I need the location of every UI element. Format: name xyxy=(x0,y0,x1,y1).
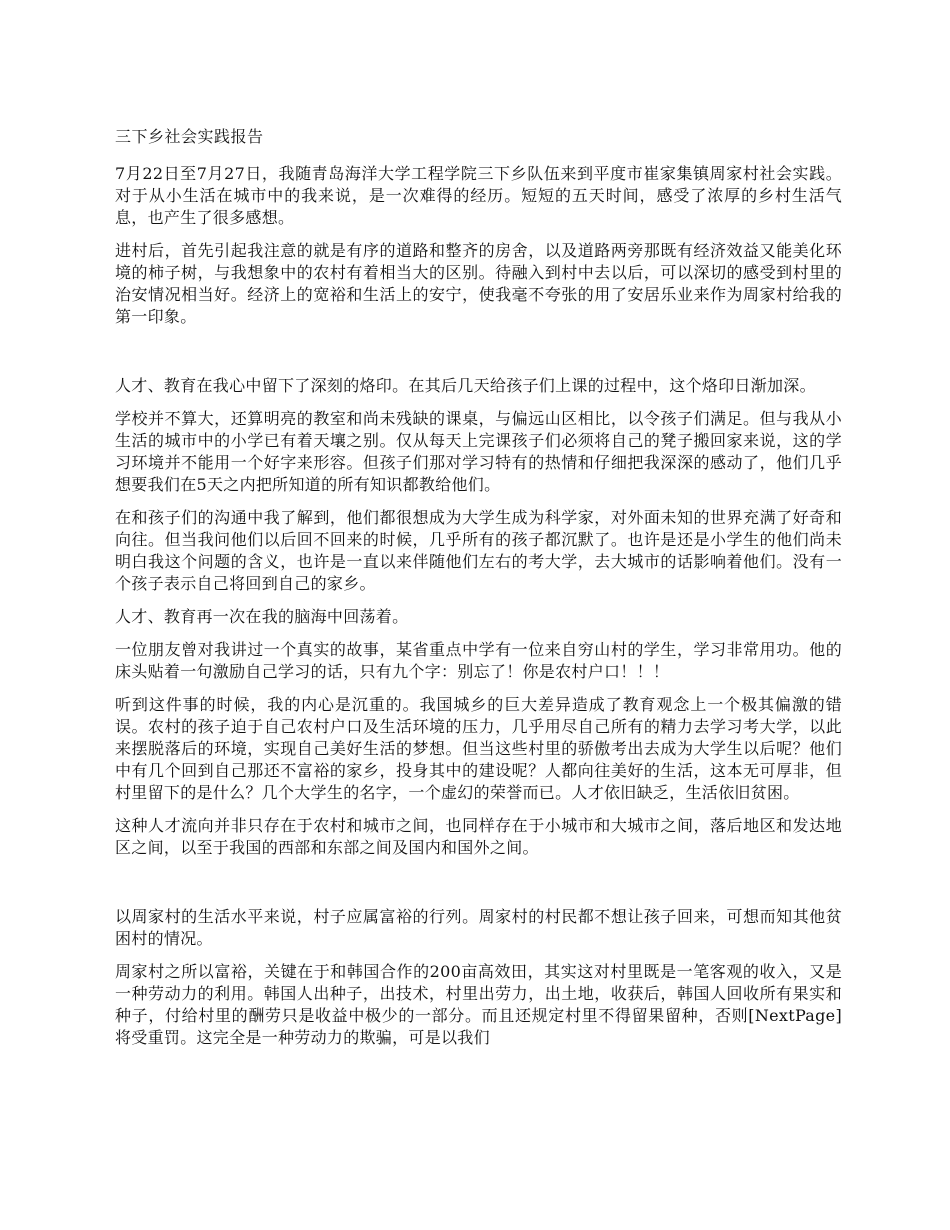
paragraph-11: 周家村之所以富裕，关键在于和韩国合作的200亩高效田，其实这对村里既是一笔客观的收入，又是一种劳动力的利用。韩国人出种子，出技术，村里出劳力，出土地，收获后，韩国人回收所有果实和种子，付给村里的酬劳只是收益中极少的一部分。而且还规定村里不得留果留种，否则[NextPage]将受重罚。这完全是一种劳动力的欺骗，可是以我们 xyxy=(115,962,842,1047)
paragraph-6: 人才、教育再一次在我的脑海中回荡着。 xyxy=(115,607,409,626)
paragraph-10: 以周家村的生活水平来说，村子应属富裕的行列。周家村的村民都不想让孩子回来，可想而知其他贫困村的情况。 xyxy=(115,907,842,948)
paragraph-2: 进村后，首先引起我注意的就是有序的道路和整齐的房舍，以及道路两旁那既有经济效益又能美化环境的柿子树，与我想象中的农村有着相当大的区别。待融入到村中去以后，可以深切的感受到村里的治安情况相当好。经济上的宽裕和生活上的安宁，使我毫不夸张的用了安居乐业来作为周家村给我的第一印象。 xyxy=(115,241,842,326)
paragraph-8: 听到这件事的时候，我的内心是沉重的。我国城乡的巨大差异造成了教育观念上一个极其偏激的错误。农村的孩子迫于自己农村户口及生活环境的压力，几乎用尽自己所有的精力去学习考大学，以此来摆脱落后的环境，实现自己美好生活的梦想。但当这些村里的骄傲考出去成为大学生以后呢？他们中有几个回到自己那还不富裕的家乡，投身其中的建设呢？人都向往美好的生活，这本无可厚非，但村里留下的是什么？几个大学生的名字，一个虚幻的荣誉而已。人才依旧缺乏，生活依旧贫困。 xyxy=(115,695,842,802)
paragraph-9: 这种人才流向并非只存在于农村和城市之间，也同样存在于小城市和大城市之间，落后地区和发达地区之间，以至于我国的西部和东部之间及国内和国外之间。 xyxy=(115,816,842,857)
paragraph-5: 在和孩子们的沟通中我了解到，他们都很想成为大学生成为科学家，对外面未知的世界充满了好奇和向往。但当我问他们以后回不回来的时候，几乎所有的孩子都沉默了。也许是还是小学生的他们尚未明白我这个问题的含义，也许是一直以来伴随他们左右的考大学，去大城市的话影响着他们。没有一个孩子表示自己将回到自己的家乡。 xyxy=(115,508,842,593)
paragraph-3: 人才、教育在我心中留下了深刻的烙印。在其后几天给孩子们上课的过程中，这个烙印日渐加深。 xyxy=(115,376,816,395)
section-gap xyxy=(115,870,842,906)
section-gap xyxy=(115,339,842,375)
paragraph-4: 学校并不算大，还算明亮的教室和尚未残缺的课桌，与偏远山区相比，以令孩子们满足。但与我从小生活的城市中的小学已有着天壤之别。仅从每天上完课孩子们必须将自己的凳子搬回家来说，这的学习环境并不能用一个好字来形容。但孩子们那对学习特有的热情和仔细把我深深的感动了，他们几乎想要我们在5天之内把所知道的所有知识都教给他们。 xyxy=(115,409,842,494)
paragraph-1: 7月22日至7月27日，我随青岛海洋大学工程学院三下乡队伍来到平度市崔家集镇周家村社会实践。对于从小生活在城市中的我来说，是一次难得的经历。短短的五天时间，感受了浓厚的乡村生活气息，也产生了很多感想。 xyxy=(115,164,842,227)
document-title: 三下乡社会实践报告 xyxy=(115,127,264,146)
paragraph-7: 一位朋友曾对我讲过一个真实的故事，某省重点中学有一位来自穷山村的学生，学习非常用功。他的床头贴着一句激励自己学习的话，只有九个字：别忘了！你是农村户口！！！ xyxy=(115,640,842,681)
document-page xyxy=(115,126,842,1060)
